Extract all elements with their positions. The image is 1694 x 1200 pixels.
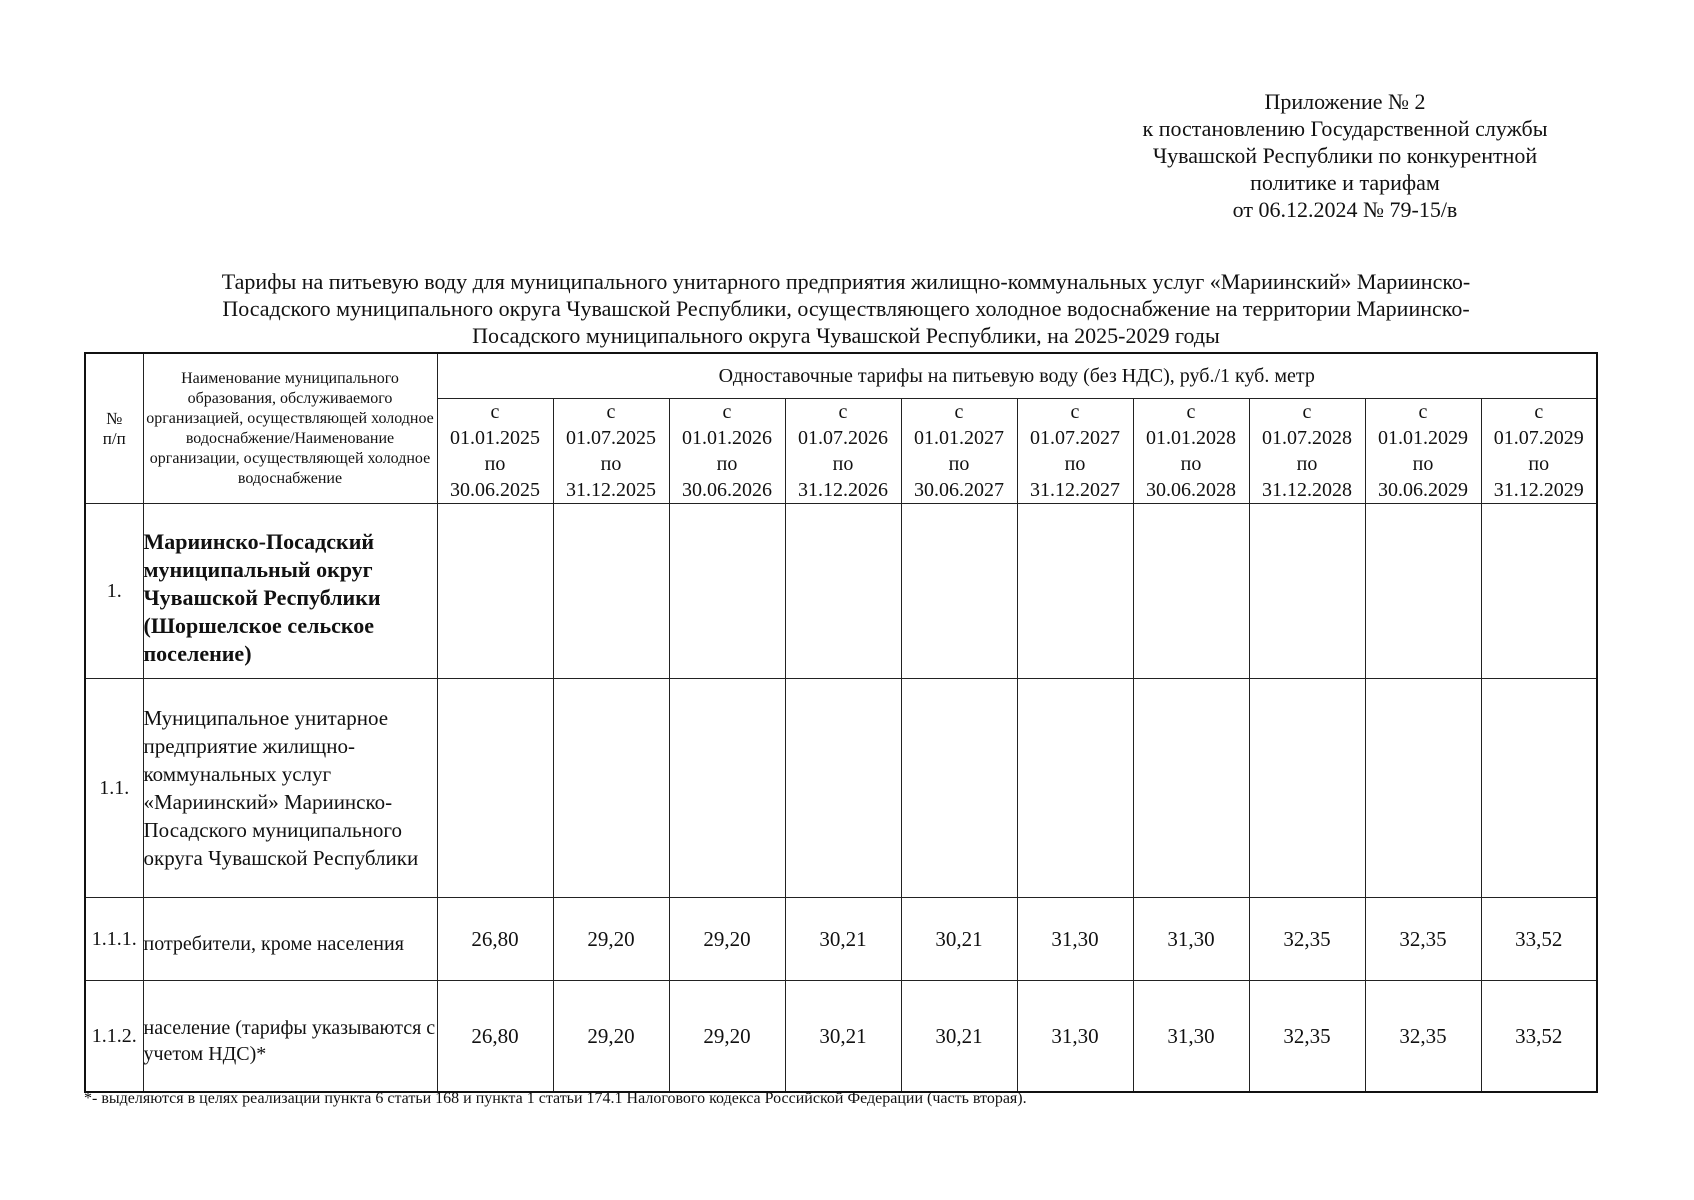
appendix-line: Приложение № 2 [1264,89,1426,114]
row-number: 1.1. [85,679,143,898]
tariff-value [1249,679,1365,898]
table-body [85,504,1597,1093]
period-to-word: по [600,453,622,475]
period-from-word: с [1418,401,1428,423]
period-from-word: с [722,401,732,423]
header-period [785,399,901,504]
tariff-value [901,679,1017,898]
table-row [85,898,1597,981]
tariff-value: 30,21 [901,898,1017,981]
header-period [1365,399,1481,504]
header-number-line: п/п [102,428,126,448]
appendix-line: от 06.12.2024 № 79-15/в [1232,197,1458,222]
header-period [437,399,553,504]
table-row [85,504,1597,679]
document-title [96,268,1596,349]
header-period [669,399,785,504]
row-number: 1. [85,504,143,679]
period-to: 31.12.2025 [566,479,656,501]
tariff-value [785,504,901,679]
tariff-value [785,679,901,898]
header-period [901,399,1017,504]
period-from-word: с [838,401,848,423]
period-from: 01.07.2027 [1030,427,1120,449]
header-number-line: № [106,408,123,428]
tariff-value [1249,504,1365,679]
period-from: 01.01.2025 [450,427,540,449]
table-row [85,679,1597,898]
period-from: 01.07.2025 [566,427,656,449]
tariff-value [1365,504,1481,679]
period-to-word: по [716,453,738,475]
row-number: 1.1.1. [85,898,143,981]
tariff-value: 29,20 [669,898,785,981]
tariff-value: 31,30 [1017,981,1133,1093]
tariff-value: 33,52 [1481,898,1597,981]
header-period [1249,399,1365,504]
period-to: 30.06.2027 [914,479,1004,501]
row-name: Мариинско-Посадский муниципальный округ Чувашской Республики (Шоршелское сельское поселение) [143,504,437,679]
period-to: 31.12.2027 [1030,479,1120,501]
period-from: 01.01.2029 [1378,427,1468,449]
tariff-value [437,504,553,679]
period-to-word: по [948,453,970,475]
header-period [1017,399,1133,504]
tariff-value [901,504,1017,679]
header-period [553,399,669,504]
period-to: 31.12.2026 [798,479,888,501]
tariff-value [1481,679,1597,898]
tariffs-table [84,352,1598,1093]
tariff-value: 32,35 [1249,898,1365,981]
period-to-word: по [832,453,854,475]
tariff-value [437,679,553,898]
period-from-word: с [1070,401,1080,423]
period-from: 01.01.2026 [682,427,772,449]
title-line: Посадского муниципального округа Чувашской Республики, на 2025-2029 годы [472,323,1220,348]
tariff-value: 32,35 [1249,981,1365,1093]
period-to: 31.12.2029 [1493,479,1584,501]
tariff-value [1133,504,1249,679]
row-number: 1.1.2. [85,981,143,1093]
tariff-value: 26,80 [437,898,553,981]
appendix-line: политике и тарифам [1250,170,1440,195]
tariff-value [669,504,785,679]
period-from: 01.07.2028 [1262,427,1352,449]
tariff-value: 31,30 [1133,898,1249,981]
title-line: Посадского муниципального округа Чувашской Республики, осуществляющего холодное водоснабжение на территории Мариинско- [222,296,1470,321]
period-from: 01.07.2029 [1493,427,1584,449]
period-from-word: с [1186,401,1196,423]
tariff-value [553,504,669,679]
period-from-word: с [490,401,500,423]
header-number [85,353,143,504]
header-name: Наименование муниципального образования, обслуживаемого организацией, осуществляющей холодное водоснабжение/Наименование организации, осуществляющей холодное водоснабжение [143,353,437,504]
period-from-word: с [954,401,964,423]
tariff-value: 26,80 [437,981,553,1093]
row-name: Муниципальное унитарное предприятие жилищно-коммунальных услуг «Мариинский» Мариинско-Посадского муниципального округа Чувашской Республики [143,679,437,898]
period-to-word: по [1412,453,1434,475]
period-to: 30.06.2026 [682,479,772,501]
header-period [1481,399,1597,504]
tariff-value: 29,20 [553,898,669,981]
tariff-value: 31,30 [1133,981,1249,1093]
tariff-value: 29,20 [669,981,785,1093]
appendix-line: к постановлению Государственной службы [1142,116,1548,141]
table-row [85,981,1597,1093]
row-name: потребители, кроме населения [143,898,437,981]
period-to-word: по [1528,453,1550,475]
tariff-value: 33,52 [1481,981,1597,1093]
tariff-value [1481,504,1597,679]
tariff-value [1017,504,1133,679]
header-tariffs-group: Одноставочные тарифы на питьевую воду (без НДС), руб./1 куб. метр [437,353,1597,399]
tariff-value: 30,21 [785,981,901,1093]
tariff-value [669,679,785,898]
period-to: 31.12.2028 [1262,479,1352,501]
tariff-value [1017,679,1133,898]
tariff-value [553,679,669,898]
period-from-word: с [1534,401,1544,423]
tariff-value: 32,35 [1365,898,1481,981]
period-from: 01.01.2028 [1146,427,1236,449]
row-name: население (тарифы указываются с учетом НДС)* [143,981,437,1093]
appendix-header [1080,88,1610,223]
period-to: 30.06.2025 [450,479,540,501]
tariff-value: 29,20 [553,981,669,1093]
title-line: Тарифы на питьевую воду для муниципального унитарного предприятия жилищно-коммунальных услуг «Мариинский» Мариинско- [221,269,1471,294]
period-to-word: по [1296,453,1318,475]
footnote: *- выделяются в целях реализации пункта 6 статьи 168 и пункта 1 статьи 174.1 Налогового кодекса Российской Федерации (часть вторая). [84,1090,1027,1107]
tariff-value [1133,679,1249,898]
tariff-value: 32,35 [1365,981,1481,1093]
period-from: 01.07.2026 [798,427,888,449]
appendix-line: Чувашской Республики по конкурентной [1152,143,1538,168]
period-from-word: с [606,401,616,423]
tariff-value: 30,21 [785,898,901,981]
period-from: 01.01.2027 [914,427,1004,449]
period-to: 30.06.2029 [1378,479,1468,501]
period-to: 30.06.2028 [1146,479,1236,501]
period-to-word: по [484,453,506,475]
period-to-word: по [1180,453,1202,475]
tariff-value: 31,30 [1017,898,1133,981]
tariff-value [1365,679,1481,898]
header-period [1133,399,1249,504]
period-from-word: с [1302,401,1312,423]
period-to-word: по [1064,453,1086,475]
tariff-value: 30,21 [901,981,1017,1093]
